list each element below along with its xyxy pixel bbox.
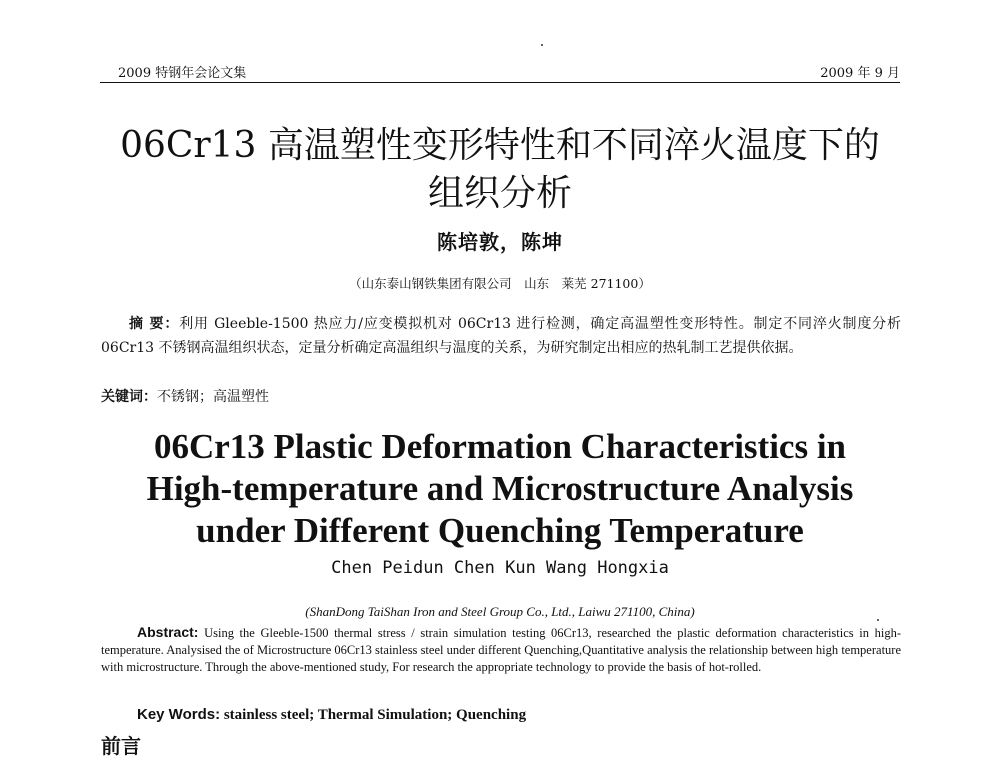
english-keywords-label: Key Words:	[137, 706, 221, 723]
section-heading-introduction: 前言	[101, 734, 141, 758]
chinese-keywords	[101, 386, 901, 408]
chinese-title-line-1: 06Cr13 高温塑性变形特性和不同淬火温度下的	[120, 125, 880, 166]
english-title-line-2: High-temperature and Microstructure Analysis	[146, 469, 854, 508]
scan-speck	[877, 619, 879, 621]
header-date: 2009 年 9 月	[820, 66, 900, 81]
running-header	[100, 60, 900, 83]
chinese-affiliation: （山东泰山钢铁集团有限公司 山东 莱芜 271100）	[349, 276, 651, 291]
header-proceedings-title: 2009 特钢年会论文集	[118, 66, 247, 81]
english-keywords-text: stainless steel; Thermal Simulation; Quenching	[220, 707, 527, 723]
english-authors: Chen Peidun Chen Kun Wang Hongxia	[331, 558, 669, 578]
english-keywords	[137, 706, 897, 724]
chinese-keywords-text: 不锈钢；高温塑性	[157, 389, 269, 405]
chinese-title-line-2: 组织分析	[427, 173, 572, 214]
chinese-abstract	[101, 312, 901, 360]
english-abstract	[101, 624, 901, 676]
chinese-keywords-label: 关键词：	[101, 389, 157, 405]
english-abstract-label: Abstract:	[137, 624, 199, 640]
english-affiliation: (ShanDong TaiShan Iron and Steel Group Co., Ltd., Laiwu 271100, China)	[305, 604, 695, 619]
chinese-abstract-label: 摘 要：	[129, 316, 180, 332]
english-title-line-3: under Different Quenching Temperature	[196, 511, 804, 550]
english-title-line-1: 06Cr13 Plastic Deformation Characteristics in	[153, 427, 847, 466]
chinese-abstract-text: 利用 Gleeble-1500 热应力/应变模拟机对 06Cr13 进行检测，确定高温塑性变形特性。制定不同淬火制度分析 06Cr13 不锈钢高温组织状态，定量分析确定高温组织与温度的关系，为研究制定出相应的热轧制工艺提供依据。	[101, 316, 901, 356]
chinese-title	[100, 122, 900, 218]
scan-speck	[541, 44, 543, 46]
english-title	[90, 426, 910, 552]
english-abstract-text: Using the Gleeble-1500 thermal stress / strain simulation testing 06Cr13, researched the plastic deformation characteristics in high-temperature. Analysised the of Microstructure 06Cr13 stainless steel under different Quenching,Quantitative analysis the relationship between high temperature with microstructure. Through the above-mentioned study, For research the appropriate technology to provide the basis of hot-rolled.	[101, 626, 901, 674]
chinese-authors: 陈培敦，陈坤	[437, 230, 563, 254]
